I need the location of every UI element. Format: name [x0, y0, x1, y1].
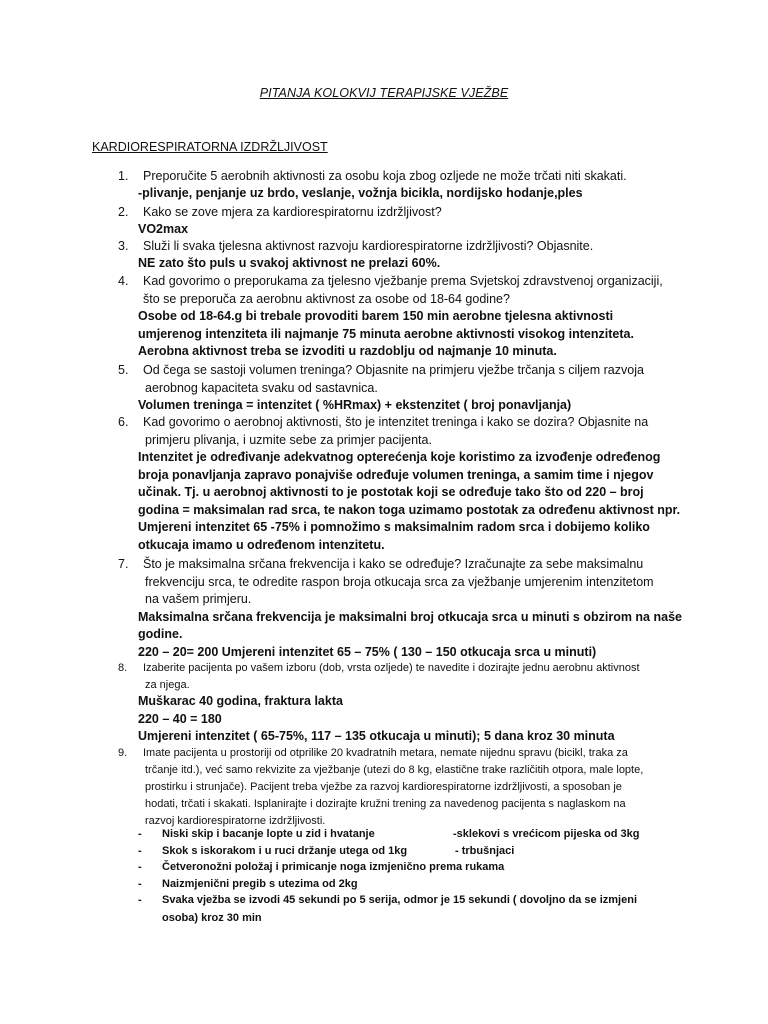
page-title: PITANJA KOLOKVIJ TERAPIJSKE VJEŽBE [259, 86, 509, 100]
question-text: prostirku i strunjače). Pacijent treba vježbe za razvoj kardiorespiratorne izdržljivosti, a sposoban je [145, 781, 622, 793]
answer-text: Umjereni intenzitet ( 65-75%, 117 – 135 otkucaja u minuti); 5 dana kroz 30 minuta [138, 729, 615, 743]
question-text: Preporučite 5 aerobnih aktivnosti za osobu koja zbog ozljede ne može trčati niti skakati. [143, 169, 627, 183]
bullet-text: Četveronožni položaj i primicanje noga izmjenično prema rukama [162, 861, 505, 873]
bullet-text: osoba) kroz 30 min [162, 912, 262, 924]
question-text: Izaberite pacijenta po vašem izboru (dob, vrsta ozljede) te navedite i dozirajte jednu aerobnu aktivnost [143, 662, 640, 674]
bullet-dash: - [138, 828, 142, 840]
question-text: Od čega se sastoji volumen treninga? Objasnite na primjeru vježbe trčanja s ciljem razvoja [143, 363, 644, 377]
question-text: što se preporuča za aerobnu aktivnost za osobe od 18-64 godine? [143, 291, 510, 306]
answer-text: NE zato što puls u svakoj aktivnost ne prelazi 60%. [138, 256, 441, 270]
item-number: 6. [118, 415, 129, 429]
item-number: 7. [118, 557, 129, 571]
item-number: 5. [118, 363, 129, 377]
item-number: 2. [118, 205, 129, 219]
answer-text: učinak. Tj. u aerobnoj aktivnosti to je postotak koji se određuje tako što od 220 – broj [138, 485, 644, 499]
item-number: 9. [118, 747, 128, 759]
item-number: 1. [118, 169, 129, 183]
answer-text: godina = maksimalan rad srca, te nakon toga uzimamo postotak za određenu aktivnost npr. [138, 502, 681, 517]
answer-text: umjerenog intenziteta ili najmanje 75 minuta aerobne aktivnosti visokog intenziteta. [138, 326, 634, 341]
question-text: Kad govorimo o preporukama za tjelesno vježbanje prema Svjetskoj zdravstvenoj organizaciji, [143, 274, 663, 288]
question-text: Što je maksimalna srčana frekvencija i kako se određuje? Izračunajte za sebe maksimalnu [143, 557, 644, 571]
question-text: frekvenciju srca, te odredite raspon broja otkucaja srca za vježbanje umjerenim intenzitetom [145, 574, 654, 589]
answer-text: 220 – 20= 200 Umjereni intenzitet 65 – 75% ( 130 – 150 otkucaja srca u minuti) [138, 644, 597, 659]
bullet-dash: - [138, 894, 142, 906]
bullet-text: Niski skip i bacanje lopte u zid i hvatanje [162, 828, 375, 840]
item-number: 8. [118, 662, 128, 674]
question-text: na vašem primjeru. [145, 592, 252, 606]
bullet-text: Naizmjenični pregib s utezima od 2kg [162, 878, 358, 890]
answer-text: Muškarac 40 godina, fraktura lakta [138, 694, 343, 708]
question-text: za njega. [145, 678, 190, 691]
item-number: 3. [118, 239, 129, 253]
bullet-dash: - [138, 845, 142, 857]
item-number: 4. [118, 274, 129, 288]
section-heading: KARDIORESPIRATORNA IZDRŽLJIVOST [92, 140, 328, 154]
question-text: trčanje itd.), već samo rekvizite za vježbanje (utezi do 8 kg, elastične trake različitih otpora, male lopte, [145, 764, 644, 776]
answer-text: Volumen treninga = intenzitet ( %HRmax) + ekstenzitet ( broj ponavljanja) [138, 398, 572, 412]
question-text: aerobnog kapaciteta svaku od sastavnica. [145, 380, 378, 395]
question-text: Služi li svaka tjelesna aktivnost razvoju kardiorespiratorne izdržljivosti? Objasnite. [143, 239, 594, 253]
question-text: Imate pacijenta u prostoriji od otprilike 20 kvadratnih metara, nemate nijednu spravu (bicikl, traka za [143, 747, 628, 759]
answer-text: Umjereni intenzitet 65 -75% i pomnožimo s maksimalnim radom srca i dobijemo koliko [138, 520, 650, 534]
question-text: Kako se zove mjera za kardiorespiratornu izdržljivost? [143, 205, 442, 219]
answer-text: otkucaja imamo u određenom intenzitetu. [138, 537, 385, 552]
bullet-dash: - [138, 861, 142, 873]
answer-text: VO2max [138, 222, 189, 236]
answer-text: Intenzitet je određivanje adekvatnog opterećenja koje koristimo za izvođenje određenog [138, 450, 661, 464]
question-text: primjeru plivanja, i uzmite sebe za primjer pacijenta. [145, 432, 432, 447]
bullet-text-right: -sklekovi s vrećicom pijeska od 3kg [453, 828, 640, 840]
question-text: razvoj kardiorespiratorne izdržljivosti. [145, 815, 326, 827]
question-text: hodati, trčati i skakati. Isplanirajte i dozirajte kružni trening za navedenog pacijenta s naglaskom na [145, 798, 626, 810]
answer-text: -plivanje, penjanje uz brdo, veslanje, vožnja bicikla, nordijsko hodanje,ples [138, 186, 583, 200]
bullet-dash: - [138, 878, 142, 890]
bullet-text: Skok s iskorakom i u ruci držanje utega od 1kg [162, 845, 408, 857]
question-text: Kad govorimo o aerobnoj aktivnosti, što je intenzitet treninga i kako se dozira? Objasnite na [143, 415, 649, 429]
answer-text: Aerobna aktivnost treba se izvoditi u razdoblju od najmanje 10 minuta. [138, 344, 557, 358]
answer-text: godine. [138, 627, 183, 641]
answer-text: Maksimalna srčana frekvencija je maksimalni broj otkucaja srca u minuti s obzirom na naše [138, 609, 682, 624]
answer-text: Osobe od 18-64.g bi trebale provoditi barem 150 min aerobne tjelesna aktivnosti [138, 309, 614, 323]
answer-text: 220 – 40 = 180 [138, 711, 222, 726]
bullet-text-right: - trbušnjaci [455, 845, 515, 857]
answer-text: broja ponavljanja zapravo ponajviše određuje volumen treninga, a samim time i njegov [138, 467, 654, 482]
bullet-text: Svaka vježba se izvodi 45 sekundi po 5 serija, odmor je 15 sekundi ( dovoljno da se izmjeni [162, 894, 637, 906]
